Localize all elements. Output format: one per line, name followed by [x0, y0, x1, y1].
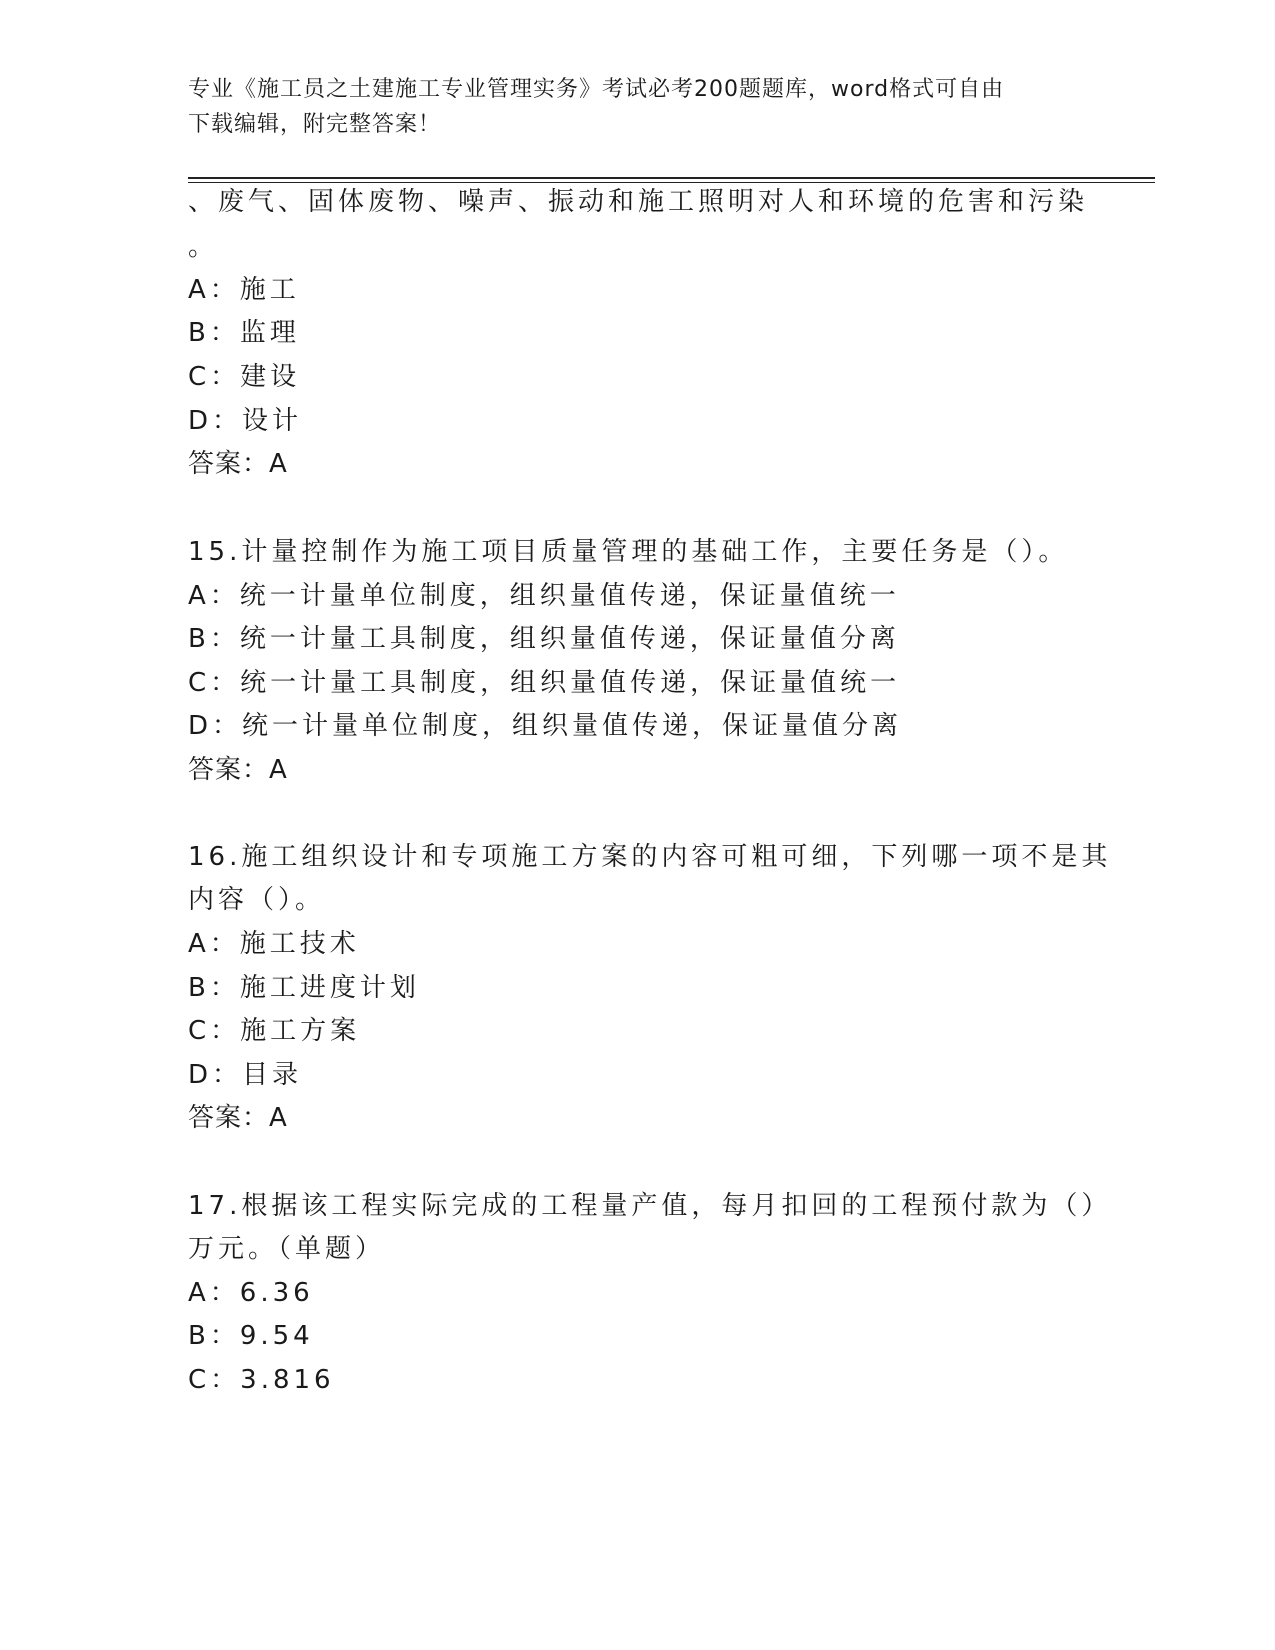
question-text-line: 万元。（单题）: [188, 1234, 386, 1264]
question-text-line: 17.根据该工程实际完成的工程量产值，每月扣回的工程预付款为（）: [188, 1191, 1112, 1221]
answer-label: 答案：A: [188, 449, 288, 479]
document-header: [188, 72, 1088, 142]
question-text-line: 15.计量控制作为施工项目质量管理的基础工作，主要任务是（）。: [188, 537, 1069, 567]
option-a: A：6.36: [188, 1278, 314, 1308]
question-text-line: 、废气、固体废物、噪声、振动和施工照明对人和环境的危害和污染: [188, 187, 1089, 217]
option-b: B：施工进度计划: [188, 973, 420, 1003]
answer-label: 答案：A: [188, 755, 288, 785]
option-d: D：统一计量单位制度，组织量值传递，保证量值分离: [188, 711, 903, 741]
option-b: B：9.54: [188, 1321, 314, 1351]
header-title-line-2: 下载编辑，附完整答案！: [188, 112, 442, 137]
question-text-line: 内容（）。: [188, 885, 326, 915]
option-c: C：统一计量工具制度，组织量值传递，保证量值统一: [188, 668, 901, 698]
option-c: C：施工方案: [188, 1016, 361, 1046]
option-d: D：设计: [188, 406, 303, 436]
question-text-line: 。: [188, 232, 219, 262]
option-a: A：施工技术: [188, 929, 360, 959]
header-title-line-1: 专业《施工员之土建施工专业管理实务》考试必考200题题库，word格式可自由: [188, 77, 1005, 102]
option-b: B：监理: [188, 318, 300, 348]
option-d: D：目录: [188, 1060, 303, 1090]
header-rule-thin: [188, 182, 1155, 183]
option-c: C：3.816: [188, 1365, 335, 1395]
question-text-line: 16.施工组织设计和专项施工方案的内容可粗可细，下列哪一项不是其: [188, 842, 1112, 872]
option-c: C：建设: [188, 362, 301, 392]
header-rule-thick: [188, 177, 1155, 179]
answer-label: 答案：A: [188, 1103, 288, 1133]
option-a: A：统一计量单位制度，组织量值传递，保证量值统一: [188, 581, 900, 611]
option-b: B：统一计量工具制度，组织量值传递，保证量值分离: [188, 624, 900, 654]
option-a: A：施工: [188, 275, 300, 305]
